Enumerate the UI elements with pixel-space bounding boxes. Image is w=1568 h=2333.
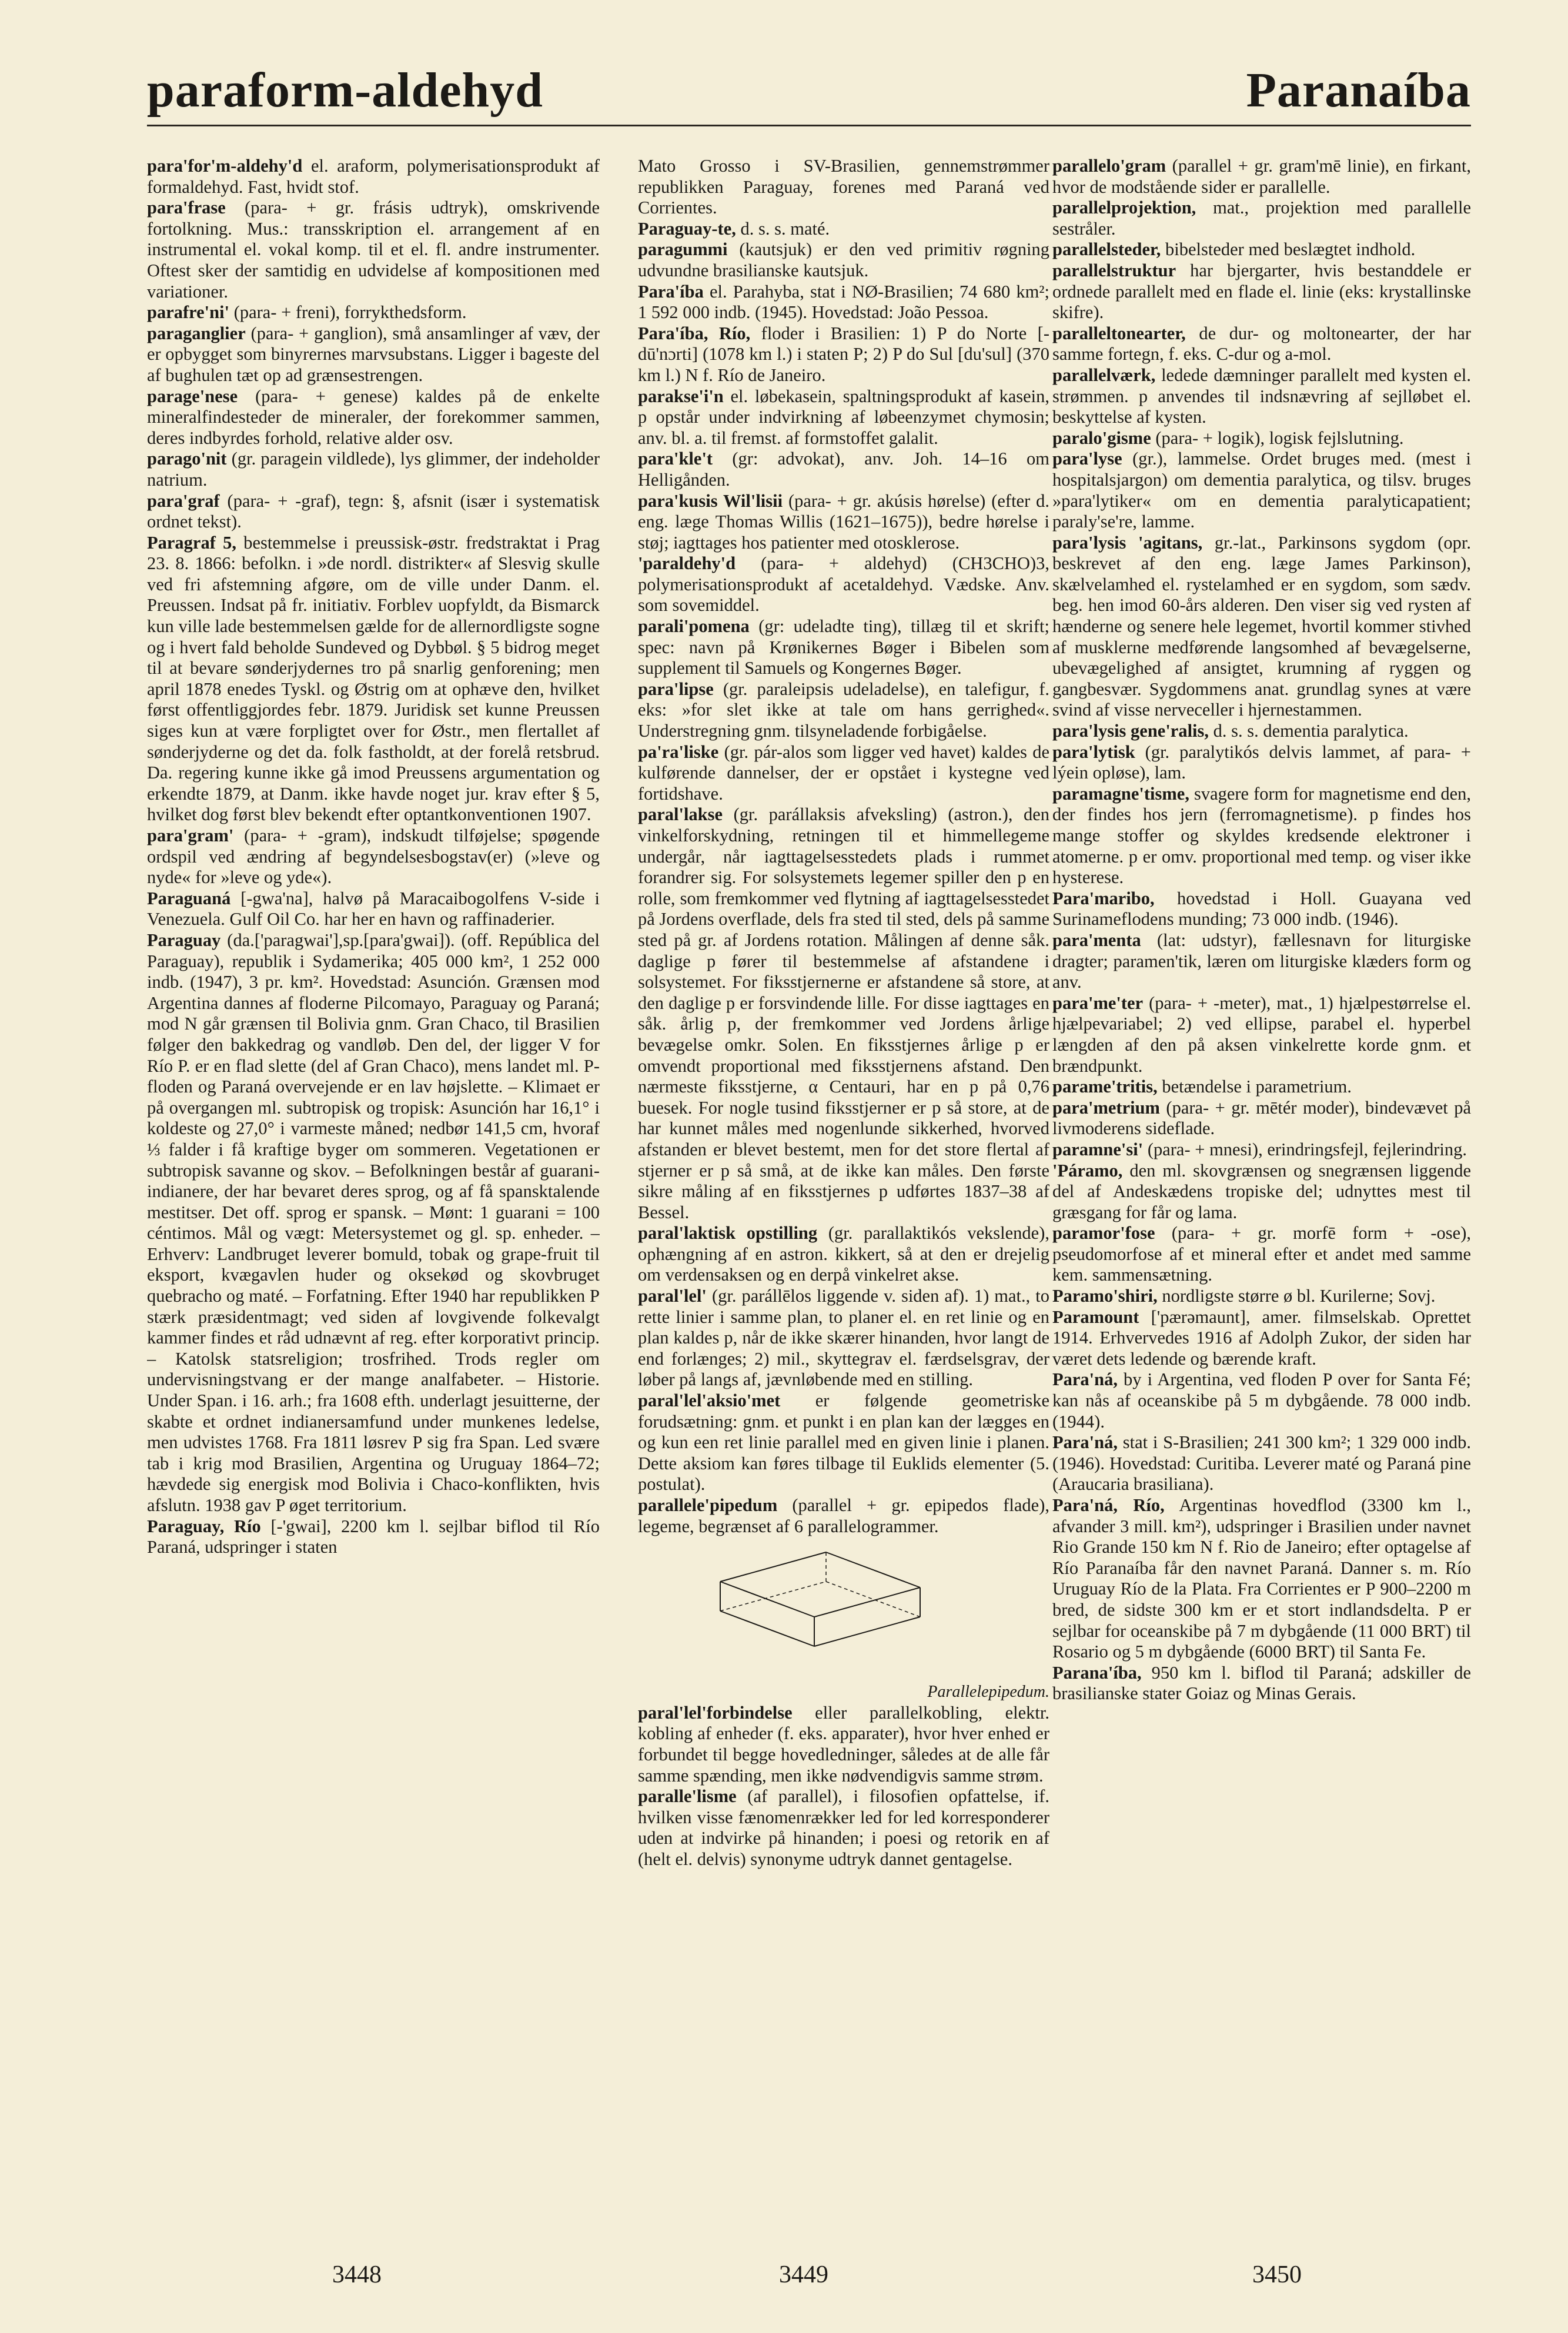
column-right	[1052, 156, 1471, 2172]
dictionary-entry	[1052, 323, 1471, 365]
dictionary-entry	[1052, 888, 1471, 930]
entry-headword: para'frase	[147, 198, 226, 218]
dictionary-entry	[1052, 1369, 1471, 1432]
entry-headword: parallelværk,	[1052, 365, 1156, 385]
entry-headword: para'me'ter	[1052, 992, 1144, 1013]
dictionary-entry	[1052, 239, 1471, 260]
entry-text: (para- + -graf), tegn: §, afsnit (især i systematisk ordnet tekst).	[147, 490, 600, 532]
dictionary-entry	[1052, 1098, 1471, 1139]
entry-text: hovedstad i Holl. Guayana ved Surinameflodens munding; 73 000 indb. (1946).	[1052, 888, 1471, 930]
entry-headword: Para'ná,	[1052, 1432, 1118, 1453]
column-middle	[638, 156, 1049, 2172]
entry-text: (para- + gr. akúsis hørelse) (efter d. eng. læge Thomas Willis (1621–1675)), bedre hørelse i støj; iagttages hos patienter med otosklerose.	[638, 490, 1049, 553]
entry-text: den ml. skovgrænsen og snegrænsen liggende del af Andeskædens tropiske del; udnyttes mest til græsgang for får og lama.	[1052, 1160, 1471, 1222]
dictionary-entry	[1052, 784, 1471, 888]
entry-headword: para'lysis 'agitans,	[1052, 532, 1203, 553]
dictionary-entry	[638, 804, 1049, 1223]
header-rule	[147, 125, 1471, 126]
entry-text: svagere form for magnetisme end den, der findes hos jern (ferromagnetisme). p findes hos mange stoffer og skyldes kredsende elektroner i atomerne. p er omv. proportional med temp. og viser ikke hysterese.	[1052, 783, 1471, 888]
dictionary-entry	[147, 198, 600, 302]
entry-headword: para'kusis Wil'lisii	[638, 490, 783, 511]
dictionary-entry	[638, 1786, 1049, 1870]
dictionary-entry	[1052, 1077, 1471, 1098]
entry-text: (gr. pár-alos som ligger ved havet) kaldes de kulførende dannelser, der er opstået i kystegne ved fortidshave.	[638, 741, 1049, 804]
entry-text: (gr. paragein vildlede), lys glimmer, der indeholder natrium.	[147, 449, 600, 490]
dictionary-entry	[638, 679, 1049, 742]
entry-headword: 'Páramo,	[1052, 1160, 1123, 1181]
parallelepiped-figure	[685, 1540, 932, 1676]
entry-text: by i Argentina, ved floden P over for Santa Fé; kan nås af oceanskibe på 5 m dybgående. 78 000 indb. (1944).	[1052, 1369, 1471, 1432]
entry-headword: Para'ná,	[1052, 1369, 1118, 1390]
entry-text: ['pærəmaunt], amer. filmselskab. Oprettet 1914. Erhvervedes 1916 af Adolph Zukor, der siden har været dets ledende og bærende kraft.	[1052, 1306, 1471, 1369]
entry-headword: Paramount	[1052, 1306, 1139, 1327]
entry-headword: para'kle't	[638, 449, 713, 469]
entry-text: (para- + -gram), indskudt tilføjelse; spøgende ordspil ved ændring af begyndelsesbogstav(er) (»leve og nyde« for »leve og yde«).	[147, 825, 600, 888]
entry-text: (gr. paraleipsis udeladelse), en talefigur, f. eks: »for slet ikke at tale om hans gerrighed«. Understregning gnm. tilsyneladende forbigåelse.	[638, 678, 1049, 741]
entry-text: (para- + gr. morfē form + -ose), pseudomorfose af et mineral efter et andet med samme kem. sammensætning.	[1052, 1223, 1471, 1285]
entry-text: (gr. parállēlos liggende v. siden af). 1) mat., to rette linier i samme plan, to planer el. en ret linie og en plan kaldes p, når de ikke skærer hinanden, hvor langt de end forlænges; 2) mil., skyttegrav el. færdselsgrav, der løber på langs af, jævnløbende med en stilling.	[638, 1286, 1049, 1390]
dictionary-entry	[638, 156, 1049, 219]
figure-edge	[814, 1587, 920, 1617]
entry-text: ledede dæmninger parallelt med kysten el. strømmen. p anvendes til indsnævring af sejlløbet el. beskyttelse af kysten.	[1052, 365, 1471, 427]
entry-text: eller parallelkobling, elektr. kobling af enheder (f. eks. apparater), hvor hver enhed er forbundet til begge hovedledninger, således at de alle får samme spænding, men ikke nødvendigvis samme strøm.	[638, 1702, 1049, 1786]
entry-text: d. s. s. dementia paralytica.	[1213, 721, 1409, 741]
entry-text: (da.['paragwai'],sp.[para'gwai]). (off. República del Paraguay), republik i Sydamerika; 405 000 km², 1 252 000 indb. (1947), 3 pr. km². Hovedstad: Asunción. Grænsen mod Argentina dannes af floderne Pilcomayo, Paraguay og Paraná; mod N går grænsen til Bolivia gnm. Gran Chaco, til Brasilien følger den bakkedrag og vandløb. Den del, der ligger V for Río P. er en flad slette (del af Gran Chaco), mens landet ml. P-floden og Paraná overvejende er en lav højslette. – Klimaet er på overgangen ml. subtropisk og tropisk: Asunción har 16,1° i koldeste og 27,0° i varmeste måned; nedbør 141,5 cm, hvoraf ⅓ falder i få kraftige byger om sommeren. Vegetationen er subtropisk savanne og skov. – Befolkningen består af guarani-indianere, der har bevaret deres sprog, og af få spansktalende mestitser. Det off. sprog er spansk. – Mønt: 1 guarani = 100 céntimos. Mål og vægt: Metersystemet og gl. sp. enheder. – Erhverv: Landbruget leverer bomuld, tobak og grape-fruit til eksport, kvægavlen huder og oksekød og skovbruget quebracho og maté. – Forfatning. Efter 1940 har republikken P stærk præsidentmagt; ved siden af lovgivende folkevalgt kammer findes et råd udnævnt af reg. efter korporativt princip. – Katolsk statsreligion; trosfrihed. Trods regler om undervisningstvang er der mange analfabeter. – Historie. Under Span. i 16. arh.; fra 1608 efth. underlagt jesuitterne, der skabte et ordnet indianersamfund under munkenes ledelse, men udvistes 1768. Fra 1811 løsrev P sig fra Span. Led svære tab i krig mod Brasilien, Argentina og Uruguay 1864–72; hævdede sig energisk mod Bolivia i Chaco-konflikten, hvis afslutn. 1938 gav P øget territorium.	[147, 930, 600, 1515]
dictionary-entry	[638, 1391, 1049, 1495]
dictionary-entry	[1052, 930, 1471, 993]
entry-text: (gr. paralytikós delvis lammet, af para- + lýein opløse), lam.	[1052, 741, 1471, 783]
entry-text: er følgende geometriske forudsætning: gnm. et punkt i en plan kan der lægges en og kun een ret linie parallel med en given linie i planen. Dette aksiom kan føres tilbage til Euklids elementer (5. postulat).	[638, 1391, 1049, 1495]
entry-text: (parallel + gr. gram'mē linie), en firkant, hvor de modstående sider er parallelle.	[1052, 156, 1471, 197]
entry-headword: paral'lel'forbindelse	[638, 1702, 793, 1723]
figure-hidden-edge	[720, 1582, 826, 1611]
entry-text: floder i Brasilien: 1) P do Norte [-dū'nɔrti] (1078 km l.) i staten P; 2) P do Sul [du'sul] (370 km l.) N f. Río de Janeiro.	[638, 323, 1049, 385]
entry-text: [-gwa'na], halvø på Maracaibogolfens V-side i Venezuela. Gulf Oil Co. har her en havn og raffinaderier.	[147, 888, 600, 930]
entry-headword: paraganglier	[147, 323, 246, 343]
dictionary-entry	[147, 323, 600, 386]
dictionary-entry	[147, 533, 600, 825]
entry-text: (para- + -meter), mat., 1) hjælpestørrelse el. hjælpevariabel; 2) ved ellipse, parabel el. hyperbel længden af den på aksen vinkelrette korde gnm. et brændpunkt.	[1052, 992, 1471, 1076]
entry-headword: paragummi	[638, 239, 728, 260]
entry-text: (parallel + gr. epipedos flade), legeme, begrænset af 6 parallelogrammer.	[638, 1495, 1049, 1536]
entry-text: (para- + ganglion), små ansamlinger af væv, der er opbygget som binyrernes marvsubstans. Ligger i bageste del af bughulen tæt op ad grænsestrengen.	[147, 323, 600, 385]
entry-text: nordligste større ø bl. Kurilerne; Sovj.	[1162, 1286, 1436, 1306]
entry-headword: Para'íba	[638, 281, 704, 302]
dictionary-entry	[1052, 449, 1471, 532]
entry-headword: para'lipse	[638, 678, 714, 699]
entry-headword: pa'ra'liske	[638, 741, 719, 762]
entry-headword: paral'lel'aksio'met	[638, 1391, 781, 1411]
entry-headword: Paragraf 5,	[147, 532, 236, 553]
dictionary-entry	[638, 742, 1049, 805]
dictionary-entry	[1052, 1495, 1471, 1663]
dictionary-entry	[1052, 1286, 1471, 1307]
dictionary-entry	[1052, 993, 1471, 1077]
entry-headword: parallelprojektion,	[1052, 198, 1196, 218]
entry-text: gr.-lat., Parkinsons sygdom (opr. beskrevet af den eng. læge James Parkinson), skælvelamhed el. rystelamhed er en sygdom, som sædv. beg. hen imod 60-års alderen. Den viser sig ved rysten af hænderne og senere hele legemet, hvortil kommer stivhed af musklerne medførende langsomhed af bevægelserne, ubevægelighed af ansigtet, krumning af ryggen og gangbesvær. Sygdommens anat. grundlag synes at være svind af visse nerveceller i hjernestammen.	[1052, 532, 1471, 720]
entry-headword: para'lyse	[1052, 449, 1122, 469]
entry-headword: paral'lakse	[638, 804, 723, 825]
entry-headword: paramagne'tisme,	[1052, 783, 1189, 804]
entry-headword: paramor'fose	[1052, 1223, 1155, 1244]
entry-text: (para- + genese) kaldes på de enkelte mineralfindesteder de mineraler, der forekommer sammen, deres indbyrdes forhold, relative alder osv.	[147, 386, 600, 448]
entry-headword: Parana'íba,	[1052, 1662, 1142, 1683]
entry-text: Mato Grosso i SV-Brasilien, gennemstrømmer republikken Paraguay, forenes med Paraná ved Corrientes.	[638, 156, 1049, 218]
dictionary-entry	[638, 449, 1049, 490]
dictionary-entry	[1052, 428, 1471, 449]
page-number-right: 3450	[1252, 2261, 1302, 2288]
dictionary-entry	[638, 1495, 1049, 1537]
dictionary-entry	[147, 1516, 600, 1558]
dictionary-entry	[1052, 721, 1471, 742]
entry-headword: parallelstruktur	[1052, 260, 1176, 280]
dictionary-entry	[638, 323, 1049, 386]
entry-text: (para- + aldehyd) (CH3CHO)3, polymerisationsprodukt af acetaldehyd. Vædske. Anv. som sovemiddel.	[638, 553, 1049, 616]
dictionary-entry	[638, 239, 1049, 281]
entry-headword: parafre'ni'	[147, 302, 230, 323]
dictionary-entry	[638, 616, 1049, 679]
dictionary-entry	[638, 282, 1049, 323]
column-left	[147, 156, 600, 2172]
entry-headword: parallele'pipedum	[638, 1495, 778, 1515]
entry-text: (para- + freni), forrykthedsform.	[233, 302, 467, 323]
entry-text: (gr: udeladte ting), tillæg til et skrift; spec: navn på Krønikernes Bøger i Bibelen som supplement til Samuels og Kongernes Bøger.	[638, 616, 1049, 678]
entry-headword: parago'nit	[147, 449, 227, 469]
entry-text: har bjergarter, hvis bestanddele er ordnede parallelt med en flade el. linie (eks: krystallinske skifre).	[1052, 260, 1471, 323]
dictionary-entry	[147, 491, 600, 533]
entry-text: (kautsjuk) er den ved primitiv røgning udvundne brasilianske kautsjuk.	[638, 239, 1049, 280]
entry-text: (para- + mnesi), erindringsfejl, fejlerindring.	[1147, 1139, 1467, 1159]
dictionary-entry	[1052, 1432, 1471, 1495]
entry-headword: parallelsteder,	[1052, 239, 1161, 260]
entry-text: mat., projektion med parallelle sestråler.	[1052, 198, 1471, 239]
entry-headword: 'paraldehy'd	[638, 553, 736, 574]
entry-headword: Paraguay-te,	[638, 218, 736, 239]
dictionary-entry	[147, 156, 600, 198]
dictionary-entry	[638, 1703, 1049, 1786]
page-number-middle: 3449	[779, 2261, 828, 2288]
entry-text: (gr.), lammelse. Ordet bruges med. (mest i hospitalsjargon) om dementia paralytica, og tilsv. bruges »para'lytiker« om en dementia paralyticapatient; paraly'se're, lamme.	[1052, 449, 1471, 532]
entry-headword: Para'maribo,	[1052, 888, 1155, 908]
entry-headword: para'menta	[1052, 930, 1141, 950]
entry-headword: Paramo'shiri,	[1052, 1286, 1158, 1306]
dictionary-entry	[1052, 260, 1471, 323]
entry-text: bestemmelse i preussisk-østr. fredstraktat i Prag 23. 8. 1866: befolkn. i »de nordl. distrikter« af Slesvig skulle ved fri afstemning afgøre, om de ville under Danm. el. Preussen. Indsat på fr. initiativ. Forblev uopfyldt, da Bismarck kun ville lade bestemmelsen gælde for de allernordligste sogne og i hvert fald beholde Sundeved og Dybbøl. § 5 bidrog meget til at bevare sønderjydernes tro på snarlig genforening; men april 1878 enedes Tyskl. og Østrig om at ophæve den, hvilket først offentliggjordes febr. 1879. Juridisk set kunne Preussen siges kun at være forpligtet over for Østr., men flertallet af sønderjyderne og det da. folk fastholdt, at der forelå retsbrud. Da. regering kunne ikke gå imod Preussens argumentation og erkendte 1879, at Danm. ikke havde noget jur. krav efter § 5, hvilket dog først blev bekendt efter optantkonventionen 1907.	[147, 532, 600, 825]
entry-headword: Para'íba, Río,	[638, 323, 751, 343]
entry-headword: para'for'm-aldehy'd	[147, 156, 303, 176]
entry-headword: para'graf	[147, 490, 220, 511]
entry-headword: para'metrium	[1052, 1097, 1160, 1118]
entry-text: (para- + logik), logisk fejlslutning.	[1155, 427, 1404, 448]
entry-headword: Paraguay	[147, 930, 221, 950]
entry-text: bibelsteder med beslægtet indhold.	[1165, 239, 1416, 260]
dictionary-entry	[1052, 1139, 1471, 1161]
dictionary-entry	[1052, 1307, 1471, 1370]
dictionary-entry	[147, 930, 600, 1516]
entry-text: (gr. parallaktikós vekslende), ophængning af en astron. kikkert, så at den er drejelig om verdensaksen og en derpå vinkelret akse.	[638, 1223, 1049, 1285]
dictionary-entry	[1052, 198, 1471, 239]
dictionary-entry	[1052, 533, 1471, 721]
dictionary-entry	[638, 1286, 1049, 1391]
figure-edge	[720, 1582, 814, 1617]
entry-text: [-'gwai], 2200 km l. sejlbar biflod til Río Paraná, udspringer i staten	[147, 1516, 600, 1557]
entry-text: 950 km l. biflod til Paraná; adskiller de brasilianske stater Goiaz og Minas Gerais.	[1052, 1662, 1471, 1704]
dictionary-entry	[1052, 156, 1471, 198]
running-head-left: paraform-aldehyd	[147, 63, 543, 118]
entry-headword: para'lytisk	[1052, 741, 1135, 762]
dictionary-entry	[638, 1223, 1049, 1286]
entry-headword: parallelo'gram	[1052, 156, 1166, 176]
dictionary-entry	[147, 302, 600, 323]
dictionary-entry	[1052, 365, 1471, 428]
figure-hidden-edge	[826, 1582, 920, 1617]
entry-headword: paralle'lisme	[638, 1786, 737, 1807]
dictionary-entry	[638, 219, 1049, 240]
entry-text: d. s. s. maté.	[740, 218, 830, 239]
figure-caption: Parallelepipedum.	[927, 1683, 1049, 1702]
entry-text: betændelse i parametrium.	[1162, 1077, 1352, 1097]
dictionary-entry	[638, 553, 1049, 616]
dictionary-entry	[638, 491, 1049, 554]
entry-headword: para'lysis gene'ralis,	[1052, 721, 1209, 741]
entry-headword: parame'tritis,	[1052, 1077, 1158, 1097]
dictionary-entry	[1052, 742, 1471, 784]
entry-headword: paralo'gisme	[1052, 427, 1151, 448]
entry-text: de dur- og moltonearter, der har samme fortegn, f. eks. C-dur og a-mol.	[1052, 323, 1471, 365]
entry-headword: parali'pomena	[638, 616, 750, 637]
figure-edge	[720, 1611, 814, 1646]
dictionary-entry	[1052, 1161, 1471, 1224]
entry-text: el. Parahyba, stat i NØ-Brasilien; 74 680 km²; 1 592 000 indb. (1945). Hovedstad: João Pessoa.	[638, 281, 1049, 323]
figure-edge	[814, 1617, 920, 1646]
entry-text: (af parallel), i filosofien opfattelse, if. hvilken visse fænomenrækker led for led korresponderer uden at indvirke på hinanden; i poesi og retorik en af (helt el. delvis) synonyme udtryk dannet gentagelse.	[638, 1786, 1049, 1869]
dictionary-entry	[147, 825, 600, 888]
entry-text: (para- + gr. mētér moder), bindevævet på livmoderens sideflade.	[1052, 1097, 1471, 1139]
entry-headword: parage'nese	[147, 386, 238, 406]
page-number-left: 3448	[332, 2261, 382, 2288]
entry-headword: Paraguaná	[147, 888, 231, 908]
entry-text: (para- + gr. frásis udtryk), omskrivende fortolkning. Mus.: transskription el. arrangement af en instrumental el. vokal komp. til et el. fl. andre instrumenter. Oftest sker der samtidig en udvidelse af kompositionen med variationer.	[147, 198, 600, 302]
running-head-right: Paranaíba	[1246, 63, 1471, 118]
dictionary-entry	[1052, 1663, 1471, 1704]
entry-headword: paral'lel'	[638, 1286, 707, 1306]
entry-text: (gr: advokat), anv. Joh. 14–16 om Helligånden.	[638, 449, 1049, 490]
entry-text: stat i S-Brasilien; 241 300 km²; 1 329 000 indb. (1946). Hovedstad: Curitiba. Leverer maté og Paraná pine (Araucaria brasiliana).	[1052, 1432, 1471, 1495]
entry-headword: parakse'i'n	[638, 386, 724, 406]
dictionary-entry	[638, 386, 1049, 449]
entry-text: (lat: udstyr), fællesnavn for liturgiske dragter; paramen'tik, læren om liturgiske klæders form og anv.	[1052, 930, 1471, 992]
entry-text: (gr. parállaksis afveksling) (astron.), den vinkelforskydning, retningen til et himmellegeme undergår, når iagttagelsesstedets plads i rummet forandrer sig. For solsystemets legemer spiller den p en rolle, som fremkommer ved flytning af iagttagelsesstedet på Jordens overflade, dels fra sted til sted, dels på samme sted på gr. af Jordens rotation. Målingen af denne såk. daglige p fører til bestemmelse af afstandene i solsystemet. For fiksstjernerne er afstandene så store, at den daglige p er forsvindende lille. For disse iagttages en såk. årlig p, der fremkommer ved Jordens årlige bevægelse omkr. Solen. En fiksstjernes årlige p er omvendt proportional med fiksstjernens afstand. Den nærmeste fiksstjerne, α Centauri, har en p på 0,76 buesek. For nogle tusind fiksstjerner er p så store, at de har kunnet måles med nogenlunde sikkerhed, hvorved afstanden er blevet bestemt, men for det store flertal af stjerner er p så små, at de ikke kan måles. Den første sikre måling af en fiksstjernes p udførtes 1837–38 af Bessel.	[638, 804, 1049, 1222]
entry-text: el. løbekasein, spaltningsprodukt af kasein, p opstår under indvirkning af løbeenzymet chymosin; anv. bl. a. til fremst. af formstoffet galalit.	[638, 386, 1049, 448]
dictionary-entry	[147, 888, 600, 930]
entry-text: el. araform, polymerisationsprodukt af formaldehyd. Fast, hvidt stof.	[147, 156, 600, 197]
entry-headword: paramne'si'	[1052, 1139, 1144, 1159]
entry-text: Argentinas hovedflod (3300 km l., afvander 3 mill. km²), udspringer i Brasilien under navnet Rio Grande 150 km N f. Rio de Janeiro; efter optagelse af Río Paranaíba får den navnet Paraná. Danner s. m. Río Uruguay Río de la Plata. Fra Corrientes er P 900–2200 m bred, de sidste 300 km er et stort indlandsdelta. P er sejlbar for oceanskibe på 7 m dybgående (11 000 BRT) til Rosario og 5 m dybgående (6000 BRT) til Santa Fe.	[1052, 1495, 1471, 1662]
dictionary-entry	[147, 449, 600, 490]
entry-headword: paral'laktisk opstilling	[638, 1223, 818, 1244]
entry-headword: Paraguay, Río	[147, 1516, 261, 1536]
dictionary-entry	[147, 386, 600, 449]
figure-edge	[720, 1552, 826, 1582]
entry-headword: para'gram'	[147, 825, 234, 845]
dictionary-entry	[1052, 1223, 1471, 1286]
figure-edge	[826, 1552, 920, 1587]
entry-headword: Para'ná, Río,	[1052, 1495, 1165, 1515]
entry-headword: paralleltonearter,	[1052, 323, 1186, 343]
